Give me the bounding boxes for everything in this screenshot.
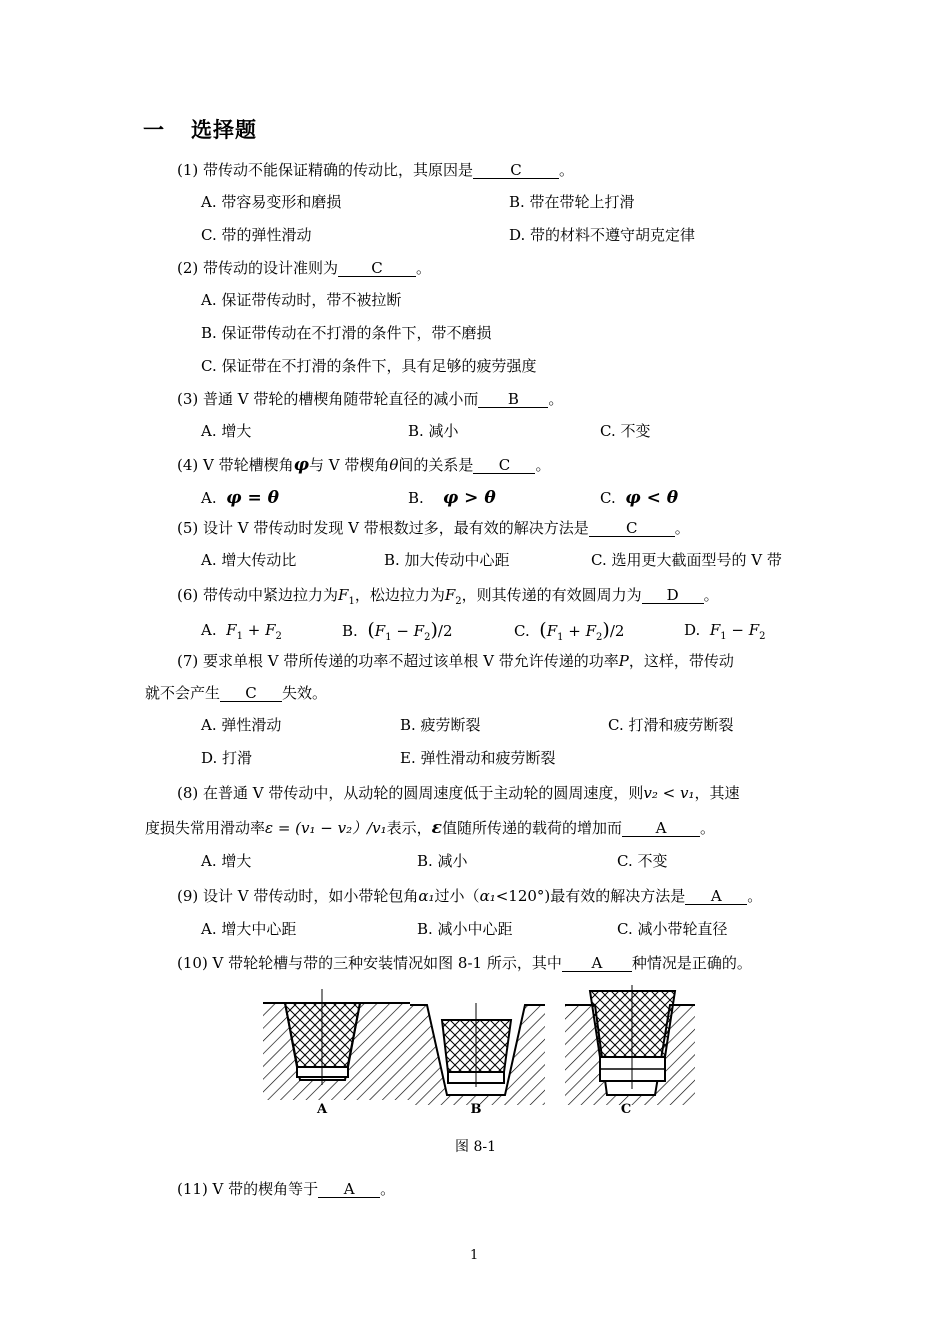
option: A. 带容易变形和磨损: [201, 193, 342, 211]
question-3: (3) 普通 V 带轮的槽楔角随带轮直径的减小而 B 。: [177, 390, 564, 408]
answer-blank: C: [338, 260, 416, 277]
option: A. 保证带传动时，带不被拉断: [201, 291, 402, 309]
option: B. 保证带传动在不打滑的条件下，带不磨损: [201, 324, 492, 342]
option: C. 不变: [617, 852, 668, 870]
question-4: (4) V 带轮槽楔角φ与 V 带楔角θ间的关系是 C 。: [177, 455, 551, 475]
option: B. 疲劳断裂: [400, 716, 481, 734]
question-8: (8) 在普通 V 带传动中，从动轮的圆周速度低于主动轮的圆周速度，则v₂ < v₁，其速: [177, 784, 740, 802]
option: B. φ > θ: [408, 488, 496, 508]
answer-blank: A: [622, 820, 700, 837]
option: D. $F_1 - F_2$: [684, 621, 766, 642]
answer-blank: D: [642, 587, 704, 604]
question-10: (10) V 带轮轮槽与带的三种安装情况如图 8-1 所示，其中 A 种情况是正确的。: [177, 954, 752, 972]
page-number: 1: [470, 1248, 479, 1263]
case-c-drawing: [565, 985, 695, 1105]
question-7-cont: 就不会产生 C 失效。: [145, 684, 328, 702]
answer-blank: C: [473, 457, 535, 474]
option: A. 增大传动比: [201, 551, 297, 569]
option: C. 带的弹性滑动: [201, 226, 312, 244]
option: C. 选用更大截面型号的 V 带: [591, 551, 782, 569]
option: C. 不变: [600, 422, 651, 440]
option: C. 减小带轮直径: [617, 920, 728, 938]
option: E. 弹性滑动和疲劳断裂: [400, 749, 556, 767]
option: B. 减小中心距: [417, 920, 513, 938]
question-2: (2) 带传动的设计准则为 C 。: [177, 259, 432, 277]
option: B. 减小: [408, 422, 459, 440]
option: A. 增大: [201, 422, 252, 440]
question-11: (11) V 带的楔角等于 A 。: [177, 1180, 396, 1198]
option: B. $(F_1 - F_2)/2$: [342, 619, 453, 643]
option: D. 打滑: [201, 749, 253, 767]
question-5: (5) 设计 V 带传动时发现 V 带根数过多，最有效的解决方法是 C 。: [177, 519, 690, 537]
figure-label-b: B: [470, 1102, 482, 1115]
option: A. φ = θ: [201, 488, 279, 508]
figure-label-a: A: [316, 1102, 328, 1115]
section-title: [143, 114, 257, 144]
option: A. $F_1 + F_2$: [201, 621, 282, 642]
phi-symbol: φ: [293, 455, 310, 475]
answer-blank: C: [589, 520, 675, 537]
answer-blank: A: [318, 1181, 380, 1198]
figure-caption: 图 8-1: [455, 1139, 496, 1155]
option: C. 保证带在不打滑的条件下，具有足够的疲劳强度: [201, 357, 537, 375]
section-title-text: 选择题: [191, 118, 257, 142]
question-7: (7) 要求单根 V 带所传递的功率不超过该单根 V 带允许传递的功率P，这样，带传动: [177, 652, 734, 670]
answer-blank: C: [473, 162, 559, 179]
answer-blank: C: [220, 685, 282, 702]
option: D. 带的材料不遵守胡克定律: [509, 226, 696, 244]
question-9: (9) 设计 V 带传动时，如小带轮包角α₁过小（α₁<120°)最有效的解决方法是 A 。: [177, 887, 763, 905]
option: C. 打滑和疲劳断裂: [608, 716, 734, 734]
figure-label-c: C: [620, 1102, 632, 1115]
option: A. 弹性滑动: [201, 716, 282, 734]
option: B. 带在带轮上打滑: [509, 193, 635, 211]
section-number: 一: [143, 118, 165, 142]
option: B. 加大传动中心距: [384, 551, 510, 569]
question-1: (1) 带传动不能保证精确的传动比，其原因是 C 。: [177, 161, 575, 179]
case-b-drawing: [410, 1003, 545, 1105]
theta-symbol: θ: [389, 456, 399, 474]
answer-blank: A: [562, 955, 632, 972]
case-a-drawing: [263, 989, 410, 1100]
option: A. 增大: [201, 852, 252, 870]
option: C. φ < θ: [600, 488, 679, 508]
question-6: (6) 带传动中紧边拉力为$F_1$，松边拉力为$F_2$，则其传递的有效圆周力为 D 。: [177, 586, 719, 607]
answer-blank: B: [478, 391, 548, 408]
question-8-cont: 度损失常用滑动率ε = (v₁ − v₂）/v₁表示，ε值随所传递的载荷的增加而 A 。: [145, 818, 716, 838]
figure-8-1: [255, 985, 705, 1115]
answer-blank: A: [685, 888, 747, 905]
option: A. 增大中心距: [201, 920, 297, 938]
option: B. 减小: [417, 852, 468, 870]
option: C. $(F_1 + F_2)/2$: [514, 619, 625, 643]
